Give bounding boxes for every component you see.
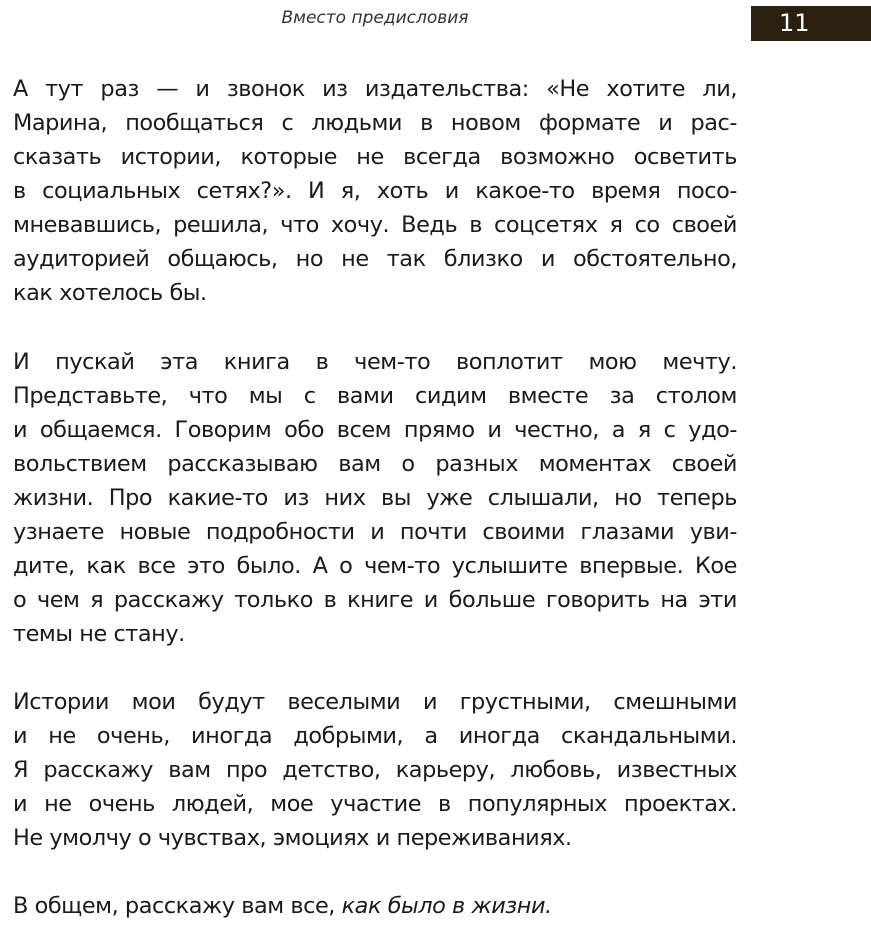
text-line: и не очень, иногда добрыми, а иногда скандальными.: [13, 723, 737, 749]
running-head-title: Вместо предисловия: [281, 8, 469, 28]
text-line: А тут раз — и звонок из издательства: «Не хотите ли,: [13, 76, 737, 102]
paragraph-3: [13, 685, 737, 855]
text-line: сказать истории, которые не всегда возможно осветить: [13, 144, 737, 170]
text-line: вольствием рассказываю вам о разных моментах своей: [13, 451, 737, 477]
text-line: дите, как все это было. А о чем-то услышите впервые. Кое: [13, 553, 737, 579]
closing-italic-phrase: как было в жизни.: [341, 893, 552, 919]
text-line: и не очень людей, мое участие в популярных проектах.: [13, 791, 737, 817]
text-line: как хотелось бы.: [13, 280, 207, 306]
text-line: И пускай эта книга в чем-то воплотит мою мечту.: [13, 349, 737, 375]
text-line: мневавшись, решила, что хочу. Ведь в соцсетях я со своей: [13, 212, 737, 238]
paragraph-1: [13, 72, 737, 310]
paragraph-2: [13, 345, 737, 651]
paragraph-4: [13, 889, 737, 923]
text-line: Представьте, что мы с вами сидим вместе за столом: [13, 383, 737, 409]
closing-sentence-text: В общем, расскажу вам все,: [13, 893, 342, 919]
text-line: Не умолчу о чувствах, эмоциях и переживаниях.: [13, 825, 572, 851]
text-line: Я расскажу вам про детство, карьеру, любовь, известных: [13, 757, 737, 783]
text-line: в социальных сетях?». И я, хоть и какое-то время посо-: [13, 178, 737, 204]
text-line: о чем я расскажу только в книге и больше говорить на эти: [13, 587, 737, 613]
text-line: аудиторией общаюсь, но не так близко и обстоятельно,: [13, 246, 737, 272]
text-line: Марина, пообщаться с людьми в новом формате и рас-: [13, 110, 737, 136]
text-line: узнаете новые подробности и почти своими глазами уви-: [13, 519, 737, 545]
text-line: темы не стану.: [13, 621, 185, 647]
text-line: Истории мои будут веселыми и грустными, смешными: [13, 689, 737, 715]
text-line: жизни. Про какие-то из них вы уже слышали, но теперь: [13, 485, 737, 511]
page-number: 11: [751, 6, 871, 41]
text-line: [13, 889, 737, 923]
text-line: и общаемся. Говорим обо всем прямо и честно, а я с удо-: [13, 417, 737, 443]
